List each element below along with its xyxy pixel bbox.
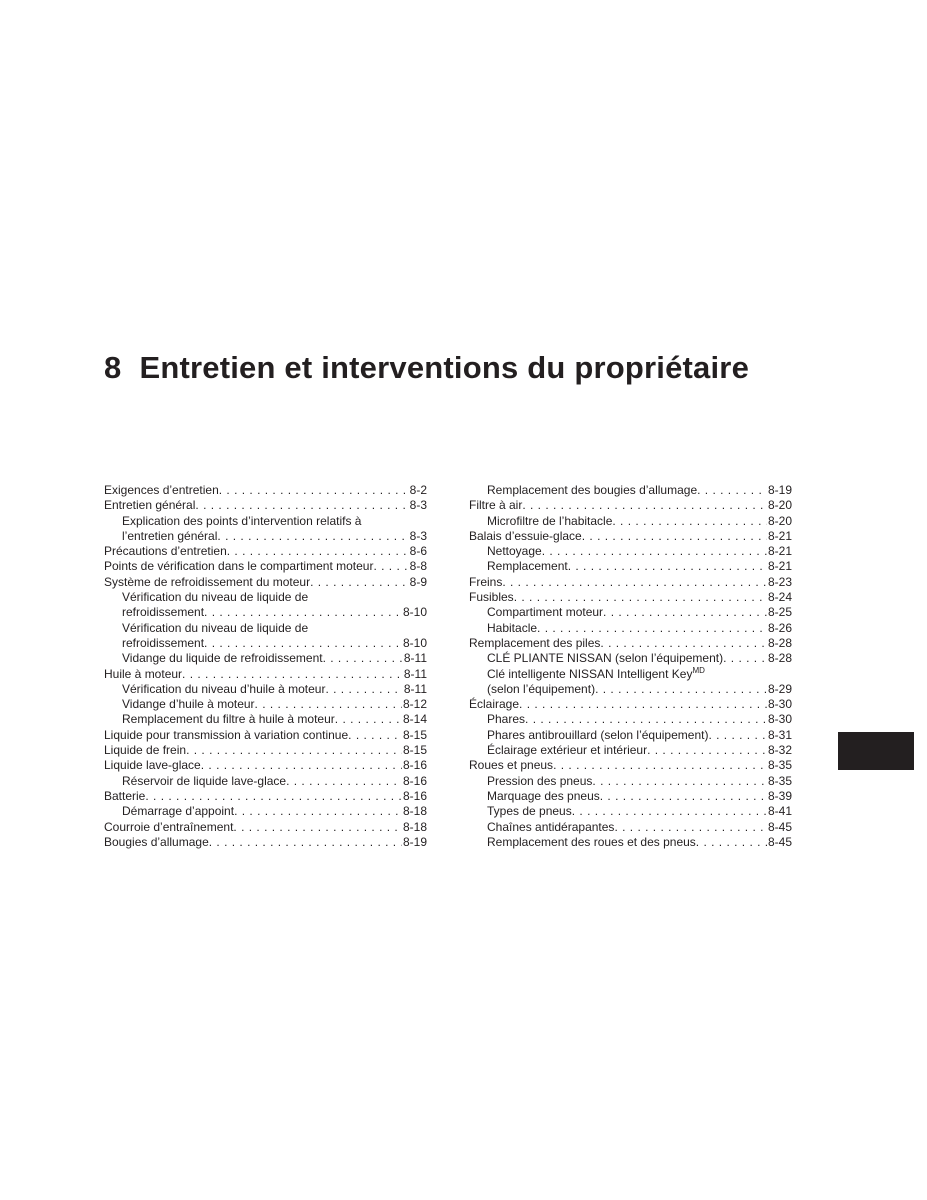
toc-entry[interactable] (104, 498, 427, 513)
toc-entry-title-line (122, 590, 427, 605)
toc-leader-dots (209, 835, 402, 850)
toc-page-number: 8-18 (402, 804, 427, 819)
toc-entry-title: refroidissement (122, 635, 205, 650)
chapter-title-text: Entretien et interventions du propriétaire (139, 350, 750, 385)
toc-entry-title: (selon l’équipement) (487, 681, 596, 696)
toc-leader-dots (145, 789, 402, 804)
toc-page-number: 8-11 (403, 651, 427, 666)
toc-entry[interactable] (104, 559, 427, 574)
toc-subentry[interactable] (104, 514, 427, 545)
toc-leader-dots (600, 636, 767, 651)
toc-entry-title: Fusibles (469, 590, 514, 605)
toc-leader-dots (286, 774, 402, 789)
toc-entry-title: Liquide lave-glace (104, 758, 201, 773)
toc-entry-title: Entretien général (104, 498, 196, 513)
toc-left-column (104, 483, 427, 850)
toc-entry-title: Remplacement des roues et des pneus (487, 834, 696, 849)
toc-leader-dots (612, 514, 767, 529)
toc-entry-title: Points de vérification dans le compartiment moteur (104, 559, 374, 574)
toc-page-number: 8-32 (767, 743, 792, 758)
toc-entry[interactable] (469, 590, 792, 605)
toc-leader-dots (542, 544, 767, 559)
toc-entry[interactable] (469, 636, 792, 651)
toc-entry-title: Marquage des pneus (487, 788, 600, 803)
toc-leader-dots (592, 774, 767, 789)
toc-entry-title: Habitacle (487, 620, 538, 635)
toc-subentry[interactable] (469, 605, 792, 620)
toc-entry-title: Exigences d’entretien (104, 483, 219, 497)
toc-subentry[interactable] (104, 774, 427, 789)
toc-page-number: 8-30 (767, 712, 792, 727)
toc-leader-dots (519, 697, 767, 712)
toc-entry-title: Batterie (104, 788, 146, 803)
toc-entry-title: Nettoyage (487, 544, 542, 559)
toc-page-number: 8-31 (767, 727, 792, 742)
toc-page-number: 8-35 (767, 773, 792, 788)
toc-entry-title: Freins (469, 574, 503, 589)
toc-page-number: 8-35 (767, 758, 792, 773)
toc-entry-title: Phares (487, 712, 526, 727)
toc-subentry[interactable] (469, 820, 792, 835)
toc-page-number: 8-20 (767, 513, 792, 528)
toc-entry-title-part: Vérification du niveau de liquide de (122, 590, 309, 605)
chapter-number: 8 (104, 350, 122, 385)
toc-subentry[interactable] (469, 835, 792, 850)
toc-leader-dots (186, 743, 402, 758)
toc-leader-dots (201, 758, 402, 773)
toc-page-number: 8-30 (767, 697, 792, 712)
toc-entry-title: Vidange du liquide de refroidissement (122, 651, 323, 666)
toc-page-number: 8-20 (767, 498, 792, 513)
toc-page-number: 8-16 (402, 758, 427, 773)
toc-page-number: 8-29 (767, 681, 792, 696)
toc-leader-dots (600, 789, 767, 804)
toc-subentry[interactable] (104, 697, 427, 712)
toc-leader-dots (325, 682, 402, 697)
toc-entry-title: Compartiment moteur (487, 605, 604, 620)
toc-entry[interactable] (104, 575, 427, 590)
toc-leader-dots (572, 804, 767, 819)
toc-entry-title: Réservoir de liquide lave-glace (122, 773, 287, 788)
chapter-tab-marker (838, 732, 914, 770)
toc-entry-title: Bougies d’allumage (104, 834, 209, 849)
toc-subentry[interactable] (469, 774, 792, 789)
toc-page-number: 8-28 (767, 635, 792, 650)
toc-entry-title: Liquide pour transmission à variation continue (104, 727, 349, 742)
toc-leader-dots (204, 605, 402, 620)
toc-page-number: 8-41 (767, 804, 792, 819)
toc-page-number: 8-8 (409, 559, 427, 574)
toc-entry-title: Microfiltre de l’habitacle (487, 513, 613, 528)
toc-entry-title: Types de pneus (487, 804, 572, 819)
toc-leader-dots (233, 820, 402, 835)
toc-leader-dots (553, 758, 767, 773)
toc-page-number: 8-26 (767, 620, 792, 635)
toc-entry-title: Phares antibrouillard (selon l’équipement) (487, 727, 709, 742)
toc-entry[interactable] (104, 835, 427, 850)
toc-subentry[interactable] (469, 743, 792, 758)
toc-entry-title: Remplacement du filtre à huile à moteur (122, 712, 335, 727)
toc-entry-title: Remplacement des piles (469, 635, 601, 650)
toc-subentry[interactable] (469, 712, 792, 727)
toc-page-number: 8-3 (409, 528, 427, 543)
toc-entry[interactable] (104, 789, 427, 804)
toc-page-number: 8-18 (402, 819, 427, 834)
toc-entry-title: Vérification du niveau d’huile à moteur (122, 681, 326, 696)
toc-page-number: 8-25 (767, 605, 792, 620)
toc-entry-title: Huile à moteur (104, 666, 183, 681)
toc-page-number: 8-12 (402, 697, 427, 712)
toc-entry-title: Courroie d’entraînement (104, 819, 234, 834)
toc-entry-title: Précautions d’entretien (104, 544, 227, 559)
toc-leader-dots (647, 743, 767, 758)
toc-leader-dots (373, 559, 408, 574)
toc-page-number: 8-10 (402, 635, 427, 650)
toc-page-number: 8-19 (767, 483, 792, 497)
toc-entry[interactable] (104, 758, 427, 773)
toc-subentry[interactable] (469, 559, 792, 574)
toc-subentry[interactable] (469, 804, 792, 819)
toc-page-number: 8-6 (409, 544, 427, 559)
toc-leader-dots (310, 575, 409, 590)
toc-entry-title-line (122, 514, 427, 529)
toc-page-number: 8-2 (409, 483, 427, 497)
toc-entry[interactable] (104, 667, 427, 682)
toc-entry-title: Balais d’essuie-glace (469, 528, 582, 543)
toc-page-number: 8-45 (767, 834, 792, 849)
toc-entry-title: Système de refroidissement du moteur (104, 574, 311, 589)
toc-leader-dots (255, 697, 402, 712)
toc-subentry[interactable] (469, 621, 792, 636)
toc-entry-title-part: Explication des points d’intervention relatifs à (122, 513, 362, 528)
toc-leader-dots (603, 605, 767, 620)
toc-leader-dots (522, 498, 767, 513)
toc-entry[interactable] (469, 758, 792, 773)
toc-leader-dots (537, 621, 767, 636)
toc-entry[interactable] (469, 498, 792, 513)
toc-page-number: 8-21 (767, 544, 792, 559)
toc-entry-title: refroidissement (122, 605, 205, 620)
toc-entry[interactable] (104, 483, 427, 498)
toc-leader-dots (697, 483, 767, 498)
toc-entry-title: Éclairage (469, 697, 520, 712)
toc-subentry[interactable] (469, 789, 792, 804)
toc-subentry[interactable] (104, 804, 427, 819)
toc-entry-title-line (487, 667, 792, 682)
toc-leader-dots (204, 636, 402, 651)
toc-entry-title: Filtre à air (469, 498, 523, 513)
trademark-superscript: MD (692, 665, 705, 675)
toc-leader-dots (219, 483, 409, 498)
toc-page-number: 8-45 (767, 819, 792, 834)
toc-entry-title: Chaînes antidérapantes (487, 819, 615, 834)
toc-leader-dots (595, 682, 767, 697)
toc-leader-dots (582, 529, 767, 544)
toc-entry-title: Démarrage d’appoint (122, 804, 235, 819)
toc-entry-title: Liquide de frein (104, 743, 187, 758)
toc-leader-dots (348, 728, 402, 743)
chapter-title (104, 350, 749, 386)
toc-leader-dots (323, 651, 403, 666)
toc-page-number: 8-15 (402, 727, 427, 742)
toc-leader-dots (335, 712, 402, 727)
toc-leader-dots (182, 667, 403, 682)
toc-page-number: 8-11 (403, 666, 427, 681)
toc-page-number: 8-21 (767, 528, 792, 543)
toc-entry-title-line (122, 621, 427, 636)
toc-subentry[interactable] (469, 483, 792, 498)
toc-entry-title: Éclairage extérieur et intérieur (487, 743, 648, 758)
toc-page-number: 8-11 (403, 681, 427, 696)
toc-subentry[interactable] (469, 667, 792, 698)
toc-leader-dots (525, 712, 767, 727)
toc-entry[interactable] (469, 529, 792, 544)
toc-right-column (469, 483, 792, 850)
toc-subentry[interactable] (104, 682, 427, 697)
toc-leader-dots (723, 651, 767, 666)
toc-subentry[interactable] (104, 621, 427, 652)
toc-page-number: 8-3 (409, 498, 427, 513)
toc-entry[interactable] (104, 728, 427, 743)
toc-page-number: 8-23 (767, 574, 792, 589)
toc-page-number: 8-19 (402, 834, 427, 849)
toc-page-number: 8-21 (767, 559, 792, 574)
toc-entry[interactable] (104, 743, 427, 758)
toc-entry[interactable] (104, 544, 427, 559)
toc-entry-title: Vidange d’huile à moteur (122, 697, 255, 712)
toc-leader-dots (708, 728, 767, 743)
toc-page-number: 8-39 (767, 788, 792, 803)
toc-leader-dots (195, 498, 408, 513)
toc-page-number: 8-16 (402, 773, 427, 788)
toc-leader-dots (696, 835, 767, 850)
toc-entry-title: Remplacement des bougies d’allumage (487, 483, 698, 497)
toc-page-number: 8-10 (402, 605, 427, 620)
toc-entry-title: Pression des pneus (487, 773, 593, 788)
toc-subentry[interactable] (469, 728, 792, 743)
toc-leader-dots (614, 820, 767, 835)
toc-entry-title: CLÉ PLIANTE NISSAN (selon l’équipement) (487, 651, 724, 666)
toc-subentry[interactable] (104, 712, 427, 727)
toc-entry-title-part: Clé intelligente NISSAN Intelligent Key (487, 666, 693, 681)
toc-leader-dots (514, 590, 767, 605)
toc-subentry[interactable] (469, 651, 792, 666)
toc-leader-dots (217, 529, 408, 544)
toc-entry[interactable] (469, 697, 792, 712)
toc-subentry[interactable] (469, 544, 792, 559)
toc-page-number: 8-16 (402, 788, 427, 803)
toc-page-number: 8-14 (402, 712, 427, 727)
toc-entry-title: Remplacement (487, 559, 568, 574)
toc-leader-dots (502, 575, 767, 590)
toc-leader-dots (227, 544, 409, 559)
toc-entry[interactable] (104, 820, 427, 835)
toc-page-number: 8-15 (402, 743, 427, 758)
toc-page-number: 8-9 (409, 574, 427, 589)
toc-entry-title-part: Vérification du niveau de liquide de (122, 620, 309, 635)
toc-page-number: 8-24 (767, 590, 792, 605)
toc-leader-dots (568, 559, 767, 574)
toc-entry-title: Roues et pneus (469, 758, 554, 773)
toc-subentry[interactable] (469, 514, 792, 529)
toc-entry-title: l’entretien général (122, 528, 218, 543)
toc-leader-dots (234, 804, 402, 819)
toc-entry[interactable] (469, 575, 792, 590)
toc-subentry[interactable] (104, 590, 427, 621)
toc-page-number: 8-28 (767, 651, 792, 666)
toc-subentry[interactable] (104, 651, 427, 666)
